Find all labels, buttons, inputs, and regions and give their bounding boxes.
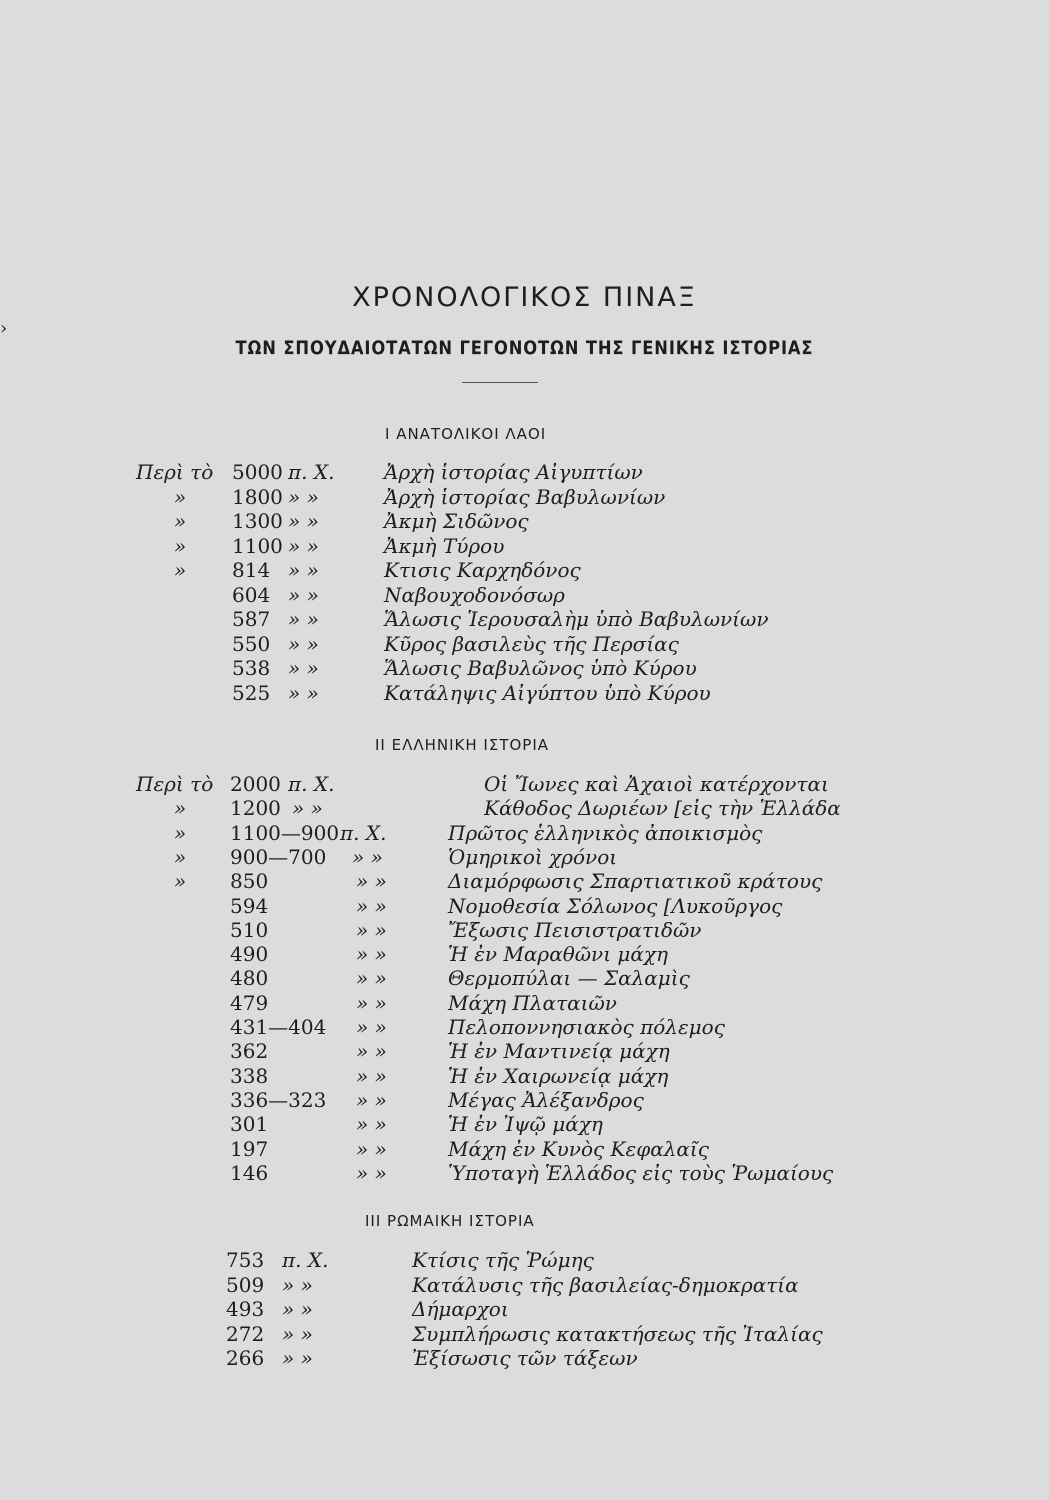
row-prefix: »: [174, 558, 187, 582]
row-era: » »: [288, 680, 319, 705]
row-year: 509: [226, 1272, 265, 1297]
row-year: 2000: [230, 772, 281, 796]
row-era: » »: [288, 509, 319, 533]
row-era: » »: [282, 1272, 313, 1297]
table-row: [0, 558, 1049, 582]
row-event: Ὁμηρικοὶ χρόνοι: [448, 844, 618, 869]
row-era: » »: [288, 656, 319, 680]
row-event: Ἡ ἐν Ἰψῷ μάχη: [448, 1112, 603, 1137]
row-era: » »: [356, 869, 387, 894]
table-row: [0, 1161, 1049, 1185]
row-prefix: »: [174, 796, 187, 821]
row-era: » »: [356, 1112, 387, 1137]
row-event: Ἅλωσις Βαβυλῶνος ὑπὸ Κύρου: [384, 656, 697, 680]
row-era: » »: [356, 942, 387, 967]
row-event: Κατάληψις Αἰγύπτου ὑπὸ Κύρου: [384, 680, 711, 705]
row-era: » »: [356, 990, 387, 1015]
row-prefix: Περὶ τὸ: [136, 772, 214, 796]
table-row: [0, 607, 1049, 631]
row-event: Συμπλήρωσις κατακτήσεως τῆς Ἰταλίας: [412, 1321, 823, 1346]
row-year: 479: [230, 990, 269, 1015]
table-row: [0, 1064, 1049, 1088]
row-event: Ναβουχοδονόσωρ: [384, 582, 565, 607]
row-year: 1200: [230, 796, 281, 821]
table-row: [0, 509, 1049, 533]
row-era: » »: [352, 844, 383, 869]
row-event: Ἀκμὴ Σιδῶνος: [384, 509, 529, 533]
row-year: 525: [232, 680, 271, 705]
row-event: Κάθοδος Δωριέων [εἰς τὴν Ἑλλάδα: [484, 796, 841, 821]
page-title: ΧΡΟΝΟΛΟΓΙΚΟΣ ΠΙΝΑΞ: [352, 282, 697, 313]
row-event: Ἡ ἐν Μαντινείᾳ μάχη: [448, 1039, 670, 1064]
table-row: [0, 460, 1049, 484]
row-era: » »: [356, 1160, 387, 1185]
row-year: 510: [230, 917, 269, 942]
row-era: » »: [292, 796, 323, 821]
row-era: » »: [356, 966, 387, 991]
row-event: Ἀρχὴ ἱστορίας Αἰγυπτίων: [384, 460, 643, 484]
row-prefix: »: [174, 533, 187, 558]
table-row: [0, 1273, 1049, 1297]
table-row: [0, 1322, 1049, 1346]
section-heading-roman: III ΡΩΜΑΙΚΗ ΙΣΤΟΡΙΑ: [365, 1212, 535, 1230]
row-era: » »: [282, 1346, 313, 1370]
section-heading-greek: II ΕΛΛΗΝΙΚΗ ΙΣΤΟΡΙΑ: [375, 736, 550, 754]
row-year: 850: [230, 869, 269, 894]
row-year: 900—700: [230, 844, 327, 869]
row-event: Μάχη ἐν Κυνὸς Κεφαλαῖς: [448, 1136, 709, 1161]
row-year: 266: [226, 1346, 265, 1370]
table-row: [0, 772, 1049, 796]
row-event: Διαμόρφωσις Σπαρτιατικοῦ κράτους: [448, 869, 823, 894]
row-event: Δήμαρχοι: [412, 1297, 509, 1321]
table-row: [0, 845, 1049, 869]
row-event: Ἔξωσις Πεισιστρατιδῶν: [448, 917, 702, 942]
row-event: Οἱ Ἴωνες καὶ Ἀχαιοὶ κατέρχονται: [484, 772, 829, 796]
row-event: Πρῶτος ἑλληνικὸς ἀποικισμὸς: [448, 820, 763, 845]
row-event: Πελοποννησιακὸς πόλεμος: [448, 1015, 725, 1039]
row-year: 493: [226, 1297, 265, 1321]
row-prefix: »: [174, 484, 187, 509]
row-era: » »: [356, 893, 387, 918]
row-year: 814: [232, 558, 271, 582]
row-event: Μάχη Πλαταιῶν: [448, 990, 617, 1015]
row-era: » »: [356, 1136, 387, 1161]
row-year: 336—323: [230, 1087, 327, 1112]
row-era: π. Χ.: [288, 772, 335, 796]
row-era: » »: [288, 582, 319, 607]
row-event: Ὑποταγὴ Ἑλλάδος εἰς τοὺς Ῥωμαίους: [448, 1160, 834, 1185]
table-row: [0, 894, 1049, 918]
row-year: 362: [230, 1039, 269, 1064]
table-row: [0, 1248, 1049, 1272]
table-row: [0, 656, 1049, 680]
table-row: [0, 1088, 1049, 1112]
row-event: Ἀρχὴ ἱστορίας Βαβυλωνίων: [384, 484, 666, 509]
table-row: [0, 918, 1049, 942]
row-prefix: »: [174, 869, 187, 894]
table-row: [0, 821, 1049, 845]
row-prefix: »: [174, 844, 187, 869]
row-era: » »: [356, 917, 387, 942]
row-era: » »: [282, 1321, 313, 1346]
row-event: Κτίσις τῆς Ῥώμης: [412, 1248, 594, 1272]
row-era: » »: [356, 1015, 387, 1039]
row-event: Κατάλυσις τῆς βασιλείας-δημοκρατία: [412, 1272, 799, 1297]
row-year: 146: [230, 1160, 269, 1185]
row-year: 338: [230, 1063, 269, 1088]
table-row: [0, 485, 1049, 509]
row-year: 594: [230, 893, 269, 918]
row-year: 1300: [232, 509, 283, 533]
row-era: » »: [356, 1087, 387, 1112]
row-era: π. Χ.: [340, 820, 387, 845]
table-row: [0, 1039, 1049, 1063]
row-era: » »: [288, 631, 319, 656]
row-year: 587: [232, 607, 271, 631]
table-row: [0, 991, 1049, 1015]
table-row: [0, 534, 1049, 558]
divider: [462, 382, 538, 383]
row-event: Κτισις Καρχηδόνος: [384, 558, 581, 582]
row-era: » »: [282, 1297, 313, 1321]
row-event: Ἡ ἐν Μαραθῶνι μάχη: [448, 942, 669, 967]
row-year: 301: [230, 1112, 269, 1137]
row-year: 480: [230, 966, 269, 991]
row-era: » »: [288, 484, 319, 509]
row-year: 197: [230, 1136, 269, 1161]
row-event: Νομοθεσία Σόλωνος [Λυκοῦργος: [448, 893, 783, 918]
row-era: » »: [288, 533, 319, 558]
row-event: Ἡ ἐν Χαιρωνείᾳ μάχη: [448, 1063, 669, 1088]
table-row: [0, 1112, 1049, 1136]
row-event: Ἅλωσις Ἱερουσαλὴμ ὑπὸ Βαβυλωνίων: [384, 607, 769, 631]
row-year: 1800: [232, 484, 283, 509]
table-row: [0, 796, 1049, 820]
row-prefix: »: [174, 509, 187, 533]
table-row: [0, 1297, 1049, 1321]
row-year: 431—404: [230, 1015, 327, 1039]
row-event: Κῦρος βασιλεὺς τῆς Περσίας: [384, 631, 679, 656]
row-year: 753: [226, 1248, 265, 1272]
row-prefix: Περὶ τὸ: [136, 460, 214, 484]
table-row: [0, 942, 1049, 966]
row-year: 604: [232, 582, 271, 607]
row-year: 538: [232, 656, 271, 680]
table-row: [0, 583, 1049, 607]
table-row: [0, 966, 1049, 990]
row-year: 272: [226, 1321, 265, 1346]
row-event: Μέγας Ἀλέξανδρος: [448, 1087, 644, 1112]
table-row: [0, 632, 1049, 656]
row-era: » »: [288, 607, 319, 631]
section-heading-eastern: I ΑΝΑΤΟΛΙΚΟΙ ΛΑΟΙ: [385, 425, 547, 443]
row-event: Θερμοπύλαι — Σαλαμὶς: [448, 966, 690, 991]
row-year: 490: [230, 942, 269, 967]
row-era: π. Χ.: [288, 460, 335, 484]
row-era: π. Χ.: [282, 1248, 329, 1272]
table-row: [0, 1137, 1049, 1161]
row-year: 1100—900: [230, 820, 340, 845]
row-era: » »: [288, 558, 319, 582]
table-row: [0, 1346, 1049, 1370]
row-prefix: »: [174, 820, 187, 845]
margin-arrow-icon: ›: [0, 318, 8, 339]
row-event: Ἀκμὴ Τύρου: [384, 533, 505, 558]
table-row: [0, 681, 1049, 705]
table-row: [0, 869, 1049, 893]
row-era: » »: [356, 1063, 387, 1088]
table-row: [0, 1015, 1049, 1039]
page-subtitle: ΤΩΝ ΣΠΟΥΔΑΙΟΤΑΤΩΝ ΓΕΓΟΝΟΤΩΝ ΤΗΣ ΓΕΝΙΚΗΣ ΙΣΤΟΡΙΑΣ: [235, 337, 814, 359]
row-event: Ἐξίσωσις τῶν τάξεων: [412, 1346, 638, 1370]
row-year: 1100: [232, 533, 283, 558]
row-year: 5000: [232, 460, 283, 484]
row-era: » »: [356, 1039, 387, 1064]
row-year: 550: [232, 631, 271, 656]
